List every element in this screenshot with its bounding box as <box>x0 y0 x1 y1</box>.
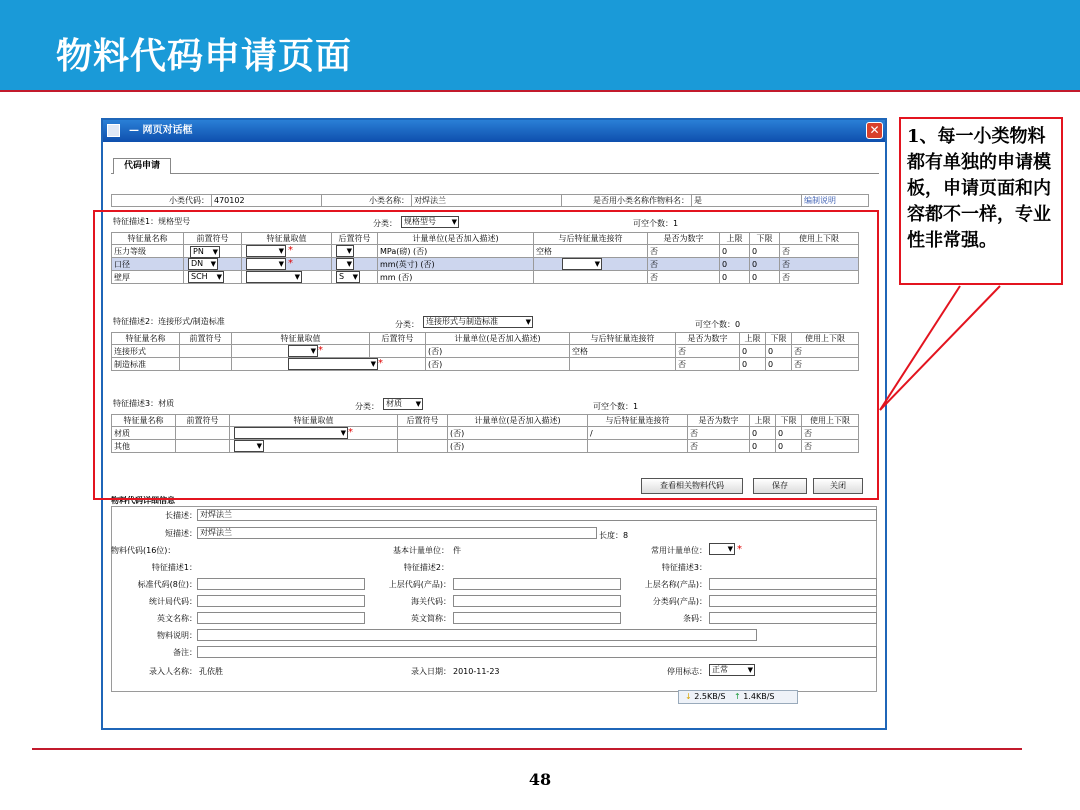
cat-code-value: 470102 <box>212 195 322 207</box>
en-name-label: 英文名称： <box>157 614 197 623</box>
en-short-label: 英文简称： <box>411 614 451 623</box>
col-header: 下限 <box>750 233 780 245</box>
customs-code-label: 海关代码： <box>411 597 451 606</box>
network-speed-indicator <box>678 690 798 704</box>
download-arrow-icon: ↓ <box>685 692 692 701</box>
col-header: 上限 <box>740 333 766 345</box>
cat-name-label: 小类名称： <box>322 195 412 207</box>
en-short-field[interactable] <box>453 612 621 624</box>
class-code-field[interactable] <box>709 595 877 607</box>
section1-count: 可空个数：1 <box>633 219 679 228</box>
pre-symbol-select[interactable]: SCH ▼ <box>188 271 224 283</box>
upper-name-field[interactable] <box>709 578 877 590</box>
section3-class-select[interactable]: 材质 ▼ <box>383 398 423 410</box>
long-desc-label: 长描述： <box>165 511 197 520</box>
pre-symbol-select[interactable]: DN ▼ <box>188 258 218 270</box>
use-limit-cell: 否 <box>780 271 859 284</box>
col-header: 使用上下限 <box>802 415 859 427</box>
section1-title: 特征描述1：规格型号 <box>113 217 191 226</box>
material-note-label: 物料说明： <box>157 631 197 640</box>
section2-class-select[interactable]: 连接形式与制造标准 ▼ <box>423 316 533 328</box>
col-header: 是否为数字 <box>648 233 720 245</box>
entry-date-label: 录入日期： <box>411 667 451 676</box>
col-header: 特征量名称 <box>112 333 180 345</box>
feature3-label: 特征描述3： <box>661 563 707 572</box>
upper-cell: 0 <box>740 345 766 358</box>
use-limit-cell: 否 <box>792 358 859 371</box>
col-header: 下限 <box>766 333 792 345</box>
download-speed: 2.5KB/S <box>694 692 726 701</box>
upper-cell: 0 <box>750 427 776 440</box>
material-note-field[interactable] <box>197 629 757 641</box>
unit-cell: (否) <box>448 427 588 440</box>
feature-name: 壁厚 <box>112 271 184 284</box>
col-header: 后置符号 <box>370 333 426 345</box>
feature-name: 连接形式 <box>112 345 180 358</box>
common-unit-select[interactable] <box>709 543 735 555</box>
remark-field[interactable] <box>197 646 877 658</box>
is-number-cell: 否 <box>688 427 750 440</box>
is-number-cell: 否 <box>676 345 740 358</box>
stop-flag-select[interactable]: 正常 ▼ <box>709 664 755 676</box>
tab-code-apply[interactable]: 代码申请 <box>113 158 171 174</box>
upper-cell: 0 <box>720 245 750 258</box>
ie-icon <box>107 124 120 137</box>
is-number-cell: 否 <box>648 271 720 284</box>
banner-divider <box>0 90 1080 92</box>
upper-cell: 0 <box>720 271 750 284</box>
stat-code-label: 统计局代码： <box>149 597 197 606</box>
col-header: 特征量名称 <box>112 415 176 427</box>
col-header: 与后特征量连接符 <box>534 233 648 245</box>
barcode-label: 条码： <box>683 614 707 623</box>
col-header: 上限 <box>750 415 776 427</box>
upper-code-label: 上层代码(产品)： <box>388 580 451 589</box>
lower-cell: 0 <box>766 345 792 358</box>
cat-name-value: 对焊法兰 <box>412 195 562 207</box>
section1-class-label: 分类： <box>373 219 397 228</box>
pre-symbol-select[interactable]: PN ▼ <box>190 246 220 258</box>
section1-class-select[interactable]: 规格型号 ▼ <box>401 216 459 228</box>
cat-code-label: 小类代码： <box>112 195 212 207</box>
col-header: 前置符号 <box>176 415 230 427</box>
lower-cell: 0 <box>766 358 792 371</box>
col-header: 后置符号 <box>398 415 448 427</box>
dialog-titlebar <box>103 120 885 142</box>
tab-bar <box>111 158 879 174</box>
feature-name: 其他 <box>112 440 176 453</box>
col-header: 后置符号 <box>332 233 378 245</box>
upper-code-field[interactable] <box>453 578 621 590</box>
section2-title: 特征描述2：连接形式/制造标准 <box>113 317 225 326</box>
detail-title: 物料代码详细信息 <box>111 496 175 505</box>
col-header: 与后特征量连接符 <box>588 415 688 427</box>
col-header: 使用上下限 <box>780 233 859 245</box>
col-header: 计量单位(是否加入描述) <box>448 415 588 427</box>
col-header: 前置符号 <box>184 233 242 245</box>
section2-class-label: 分类： <box>395 320 419 329</box>
col-header: 上限 <box>720 233 750 245</box>
use-limit-cell: 否 <box>780 245 859 258</box>
use-limit-cell: 否 <box>802 427 859 440</box>
table-row: 压力等级 PN ▼ ▼ * ▼ MPa(磅) (否) 空格 否 0 0 否 <box>112 245 859 258</box>
is-number-cell: 否 <box>676 358 740 371</box>
long-desc-field[interactable]: 对焊法兰 <box>197 509 877 521</box>
footer-divider <box>32 748 1022 750</box>
dialog-window: — 网页对话框 ✕ 代码申请 小类代码： 470102 小类名称： 对焊法兰 是否用小类名称作物料名： 是 编制说明 特征描述1：规格型号 分类： 规格型号 ▼ 可空个数：1 特征量名称 前置符号 特征量取值 后置符号 计量单位(是否加入描述) 与后特征量连接符 是否为数字 上限 下限 使用上下限 压力等级 PN ▼ ▼ * ▼ MPa(磅) (否) 空格 否 0 0 否 口径 DN ▼ ▼ * ▼ mm(英寸) (否) ▼ 否 0 0 否 壁厚 SCH ▼ ▼ S ▼ mm (否) 否 0 0 否 特征描述2：连接形式/制造标准 分类： 连接形式与制造标准 ▼ 可空个数：0 特征量名称 前置符号 特征量取值 后置符号 计量单位(是否加入描述) 与后特征量连接符 是否为数字 上限 下限 使用上下限 连接形式 ▼ * (否) 空格 否 0 0 否 制造标准 ▼ * (否) 否 0 0 否 特征描述3：材质 分类： 材质 ▼ 可空个数：1 特征量名称 前置符号 特征量取值 后置符号 计量单位(是否加入描述) 与后特征量连接符 是否为数字 上限 下限 使用上下限 材质 ▼ * (否) / 否 0 0 否 其他 ▼ (否) 否 0 0 否 查看相关物料代码 保存 关闭 物料代码详细信息 长描述： 对焊法兰 短描述： 对焊法兰 长度：8 物料代码(16位)： 基本计量单位： 件 常用计量单位： ▼ * 特征描述1： 特征描述2： 特征描述3： 标准代码(8位)： 上层代码(产品)： 上层名称(产品)： 统计局代码： 海关代码： 分类码(产品)： 英文名称： 英文简称： 条码： 物料说明： 备注： 录入人名称： 孔依胜 录入日期： 2010-11-23 停用标志： 正常 ▼ <box>101 118 887 730</box>
edit-note-link[interactable]: 编制说明 <box>802 195 869 207</box>
col-header: 是否为数字 <box>688 415 750 427</box>
barcode-field[interactable] <box>709 612 877 624</box>
col-header: 特征量取值 <box>230 415 398 427</box>
table-row: 口径 DN ▼ ▼ * ▼ mm(英寸) (否) ▼ 否 0 0 否 <box>112 258 859 271</box>
upper-name-label: 上层名称(产品)： <box>644 580 707 589</box>
page-number: 48 <box>528 770 552 789</box>
upload-arrow-icon: ↑ <box>734 692 741 701</box>
unit-cell: mm (否) <box>378 271 534 284</box>
title-banner <box>0 0 1080 90</box>
col-header: 是否为数字 <box>676 333 740 345</box>
std-code-field[interactable] <box>197 578 365 590</box>
col-header: 前置符号 <box>180 333 232 345</box>
col-header: 特征量取值 <box>232 333 370 345</box>
section3-class-label: 分类： <box>355 402 379 411</box>
unit-cell: mm(英寸) (否) <box>378 258 534 271</box>
table-row: 连接形式 ▼ * (否) 空格 否 0 0 否 <box>112 345 859 358</box>
upload-speed: 1.4KB/S <box>743 692 775 701</box>
connector-cell: / <box>588 427 688 440</box>
lower-cell: 0 <box>750 245 780 258</box>
section3-count: 可空个数：1 <box>593 402 639 411</box>
base-unit-value: 件 <box>453 546 461 555</box>
view-related-codes-button[interactable]: 查看相关物料代码 <box>641 478 743 494</box>
upper-cell: 0 <box>720 258 750 271</box>
feature-name: 压力等级 <box>112 245 184 258</box>
use-limit-cell: 否 <box>802 440 859 453</box>
lower-cell: 0 <box>776 427 802 440</box>
slide-title: 物料代码申请页面 <box>56 36 353 77</box>
length-label: 长度：8 <box>599 531 629 540</box>
table-row: 制造标准 ▼ * (否) 否 0 0 否 <box>112 358 859 371</box>
unit-cell: MPa(磅) (否) <box>378 245 534 258</box>
unit-cell: (否) <box>426 358 570 371</box>
feature-name: 口径 <box>112 258 184 271</box>
stat-code-field[interactable] <box>197 595 365 607</box>
col-header: 计量单位(是否加入描述) <box>378 233 534 245</box>
unit-cell: (否) <box>448 440 588 453</box>
close-icon[interactable]: ✕ <box>866 122 883 139</box>
lower-cell: 0 <box>750 258 780 271</box>
col-header: 下限 <box>776 415 802 427</box>
entry-date-value: 2010-11-23 <box>453 667 500 676</box>
col-header: 特征量取值 <box>242 233 332 245</box>
is-number-cell: 否 <box>648 258 720 271</box>
remark-label: 备注： <box>173 648 197 657</box>
short-desc-field[interactable]: 对焊法兰 <box>197 527 597 539</box>
col-header: 计量单位(是否加入描述) <box>426 333 570 345</box>
dialog-title: — 网页对话框 <box>129 125 193 136</box>
use-limit-cell: 否 <box>792 345 859 358</box>
en-name-field[interactable] <box>197 612 365 624</box>
header-info-table <box>111 194 869 207</box>
col-header: 使用上下限 <box>792 333 859 345</box>
feature1-label: 特征描述1： <box>151 563 197 572</box>
is-number-cell: 否 <box>688 440 750 453</box>
lower-cell: 0 <box>750 271 780 284</box>
use-name-value: 是 <box>692 195 802 207</box>
std-code-label: 标准代码(8位)： <box>137 580 197 589</box>
common-unit-label: 常用计量单位： <box>651 546 707 555</box>
base-unit-label: 基本计量单位： <box>393 546 449 555</box>
code16-label: 物料代码(16位)： <box>111 546 176 555</box>
highlight-frame <box>93 210 879 500</box>
stop-flag-label: 停用标志： <box>667 667 707 676</box>
save-button[interactable]: 保存 <box>753 478 807 494</box>
feature-name: 材质 <box>112 427 176 440</box>
is-number-cell: 否 <box>648 245 720 258</box>
col-header: 特征量名称 <box>112 233 184 245</box>
post-symbol-select[interactable]: S ▼ <box>336 271 360 283</box>
entry-person-label: 录入人名称： <box>149 667 197 676</box>
section2-count: 可空个数：0 <box>695 320 741 329</box>
short-desc-label: 短描述： <box>165 529 197 538</box>
connector-cell: 空格 <box>570 345 676 358</box>
upper-cell: 0 <box>750 440 776 453</box>
connector-cell: 空格 <box>534 245 648 258</box>
use-limit-cell: 否 <box>780 258 859 271</box>
feature-name: 制造标准 <box>112 358 180 371</box>
lower-cell: 0 <box>776 440 802 453</box>
upper-cell: 0 <box>740 358 766 371</box>
entry-person-value: 孔依胜 <box>199 667 223 676</box>
customs-code-field[interactable] <box>453 595 621 607</box>
callout-box: 1、每一小类物料都有单独的申请模板，申请页面和内容都不一样，专业性非常强。 <box>899 117 1063 285</box>
unit-cell: (否) <box>426 345 570 358</box>
feature2-label: 特征描述2： <box>403 563 449 572</box>
use-name-label: 是否用小类名称作物料名： <box>562 195 692 207</box>
table-row: 材质 ▼ * (否) / 否 0 0 否 <box>112 427 859 440</box>
col-header: 与后特征量连接符 <box>570 333 676 345</box>
close-button[interactable]: 关闭 <box>813 478 863 494</box>
class-code-label: 分类码(产品)： <box>652 597 707 606</box>
section3-title: 特征描述3：材质 <box>113 399 175 408</box>
